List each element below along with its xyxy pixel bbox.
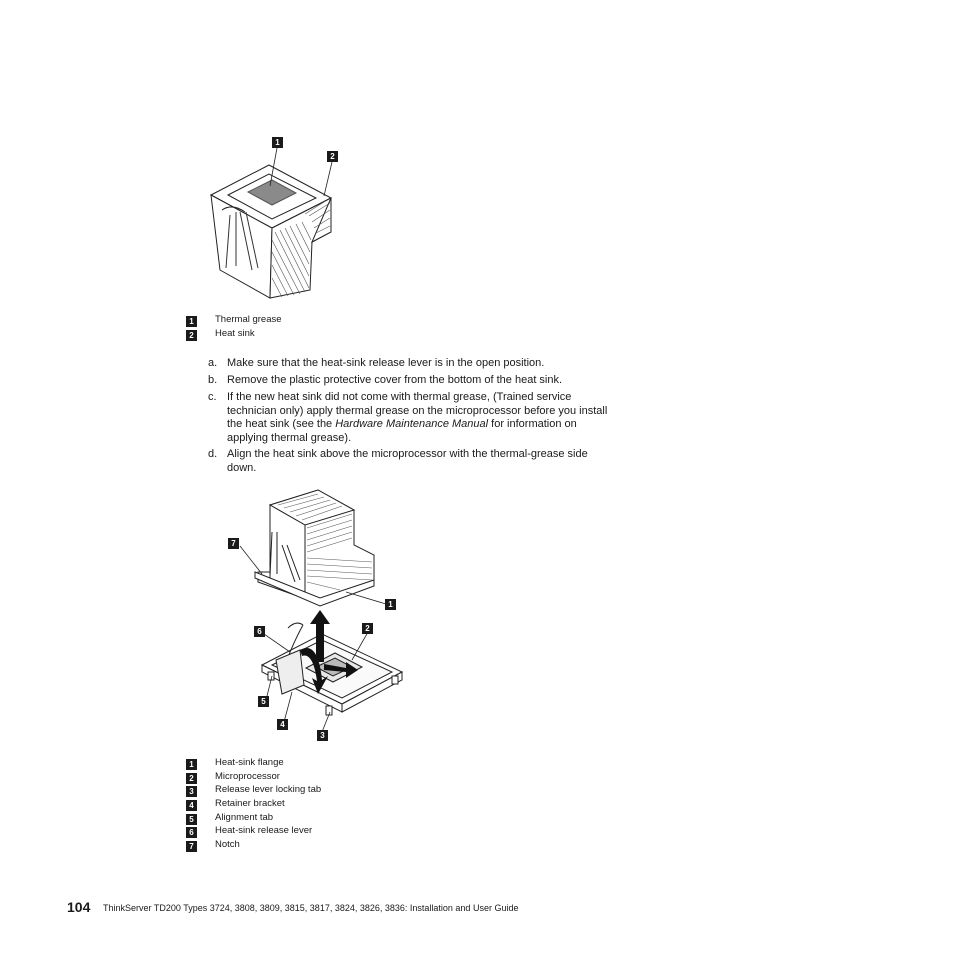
callout-number: 7 (228, 538, 239, 549)
callout-6 (254, 626, 265, 637)
callout-5 (258, 696, 269, 707)
callout-number: 4 (277, 719, 288, 730)
legend-label: Heat sink (215, 328, 255, 339)
legend-label: Retainer bracket (215, 798, 285, 809)
legend-number: 1 (186, 316, 197, 327)
legend-number: 2 (186, 330, 197, 341)
callout-4 (277, 719, 288, 730)
legend-item (186, 839, 240, 853)
legend-number: 4 (186, 800, 197, 811)
legend-number: 3 (186, 786, 197, 797)
step-text: Align the heat sink above the microprocessor with the thermal-grease side down. (227, 448, 588, 474)
manual-title: Hardware Maintenance Manual (335, 418, 489, 431)
callout-number: 2 (327, 151, 338, 162)
step-marker: a. (208, 357, 218, 369)
legend-number: 6 (186, 827, 197, 838)
callout-2 (362, 623, 373, 634)
step-text: Make sure that the heat-sink release lever is in the open position. (227, 357, 545, 369)
callout-number: 5 (258, 696, 269, 707)
legend-label: Heat-sink release lever (215, 825, 313, 836)
callout-number: 2 (362, 623, 373, 634)
callout-number: 6 (254, 626, 265, 637)
legend-label: Alignment tab (215, 812, 274, 823)
legend-number: 5 (186, 814, 197, 825)
step-marker: b. (208, 374, 218, 386)
legend-item (186, 812, 274, 826)
legend-label: Thermal grease (215, 314, 282, 325)
document-title: ThinkServer TD200 Types 3724, 3808, 3809, 3815, 3817, 3824, 3826, 3836: Installation and User Guide (103, 903, 519, 913)
legend-number: 7 (186, 841, 197, 852)
legend-item (186, 798, 285, 812)
callout-number: 3 (317, 730, 328, 741)
callout-3 (317, 730, 328, 741)
callout-1 (385, 599, 396, 610)
callout-7 (228, 538, 239, 549)
legend-number: 2 (186, 773, 197, 784)
page-number: 104 (67, 899, 91, 915)
step-text: Remove the plastic protective cover from the bottom of the heat sink. (227, 374, 563, 386)
legend-item (186, 784, 322, 798)
step-marker: d. (208, 448, 218, 460)
legend-label: Microprocessor (215, 771, 280, 782)
legend-label: Release lever locking tab (215, 784, 322, 795)
legend-number: 1 (186, 759, 197, 770)
callout-number: 1 (272, 137, 283, 148)
legend-item (186, 771, 280, 785)
callout-number: 1 (385, 599, 396, 610)
legend-item (186, 825, 313, 839)
step-marker: c. (208, 391, 217, 403)
legend-item (186, 757, 284, 771)
legend-label: Heat-sink flange (215, 757, 284, 768)
legend-label: Notch (215, 839, 240, 850)
step-text: If the new heat sink did not come with thermal grease, (Trained service technician only) apply thermal grease on the microprocessor before you install the heat sink (see the Hardware Maintenance Manual for information on applying thermal grease). (227, 391, 608, 445)
